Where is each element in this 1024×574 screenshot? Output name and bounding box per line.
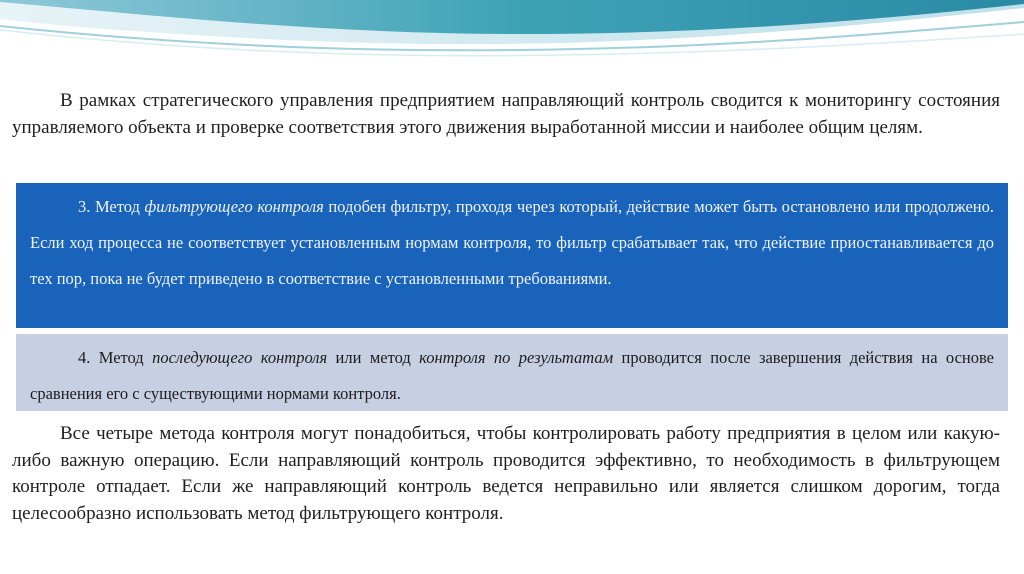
subsequent-control-box: [16, 334, 1008, 411]
box4-emphasis2: контроля по результатам: [419, 348, 614, 367]
box4-emphasis1: последующего контроля: [152, 348, 328, 367]
box4-middle: или метод: [327, 348, 420, 367]
filter-control-box: [16, 183, 1008, 328]
conclusion-paragraph: Все четыре метода контроля могут понадобиться, чтобы контролировать работу предприятия в целом или какую-либо важную операцию. Если направляющий контроль проводится эффективно, то необходимость в фильтрующем контроле отпадает. Если же направляющий контроль ведется неправильно или является слишком дорогим, тогда целесообразно использовать метод фильтрующего контроля.: [12, 423, 1000, 524]
decorative-wave-header: [0, 0, 1024, 70]
box3-emphasis: фильтрующего контроля: [144, 197, 324, 216]
intro-paragraph: В рамках стратегического управления предприятием направляющий контроль сводится к мониторингу состояния управляемого объекта и проверке соответствия этого движения выработанной миссии и наиболее общим целям.: [12, 90, 1000, 138]
box3-prefix: 3. Метод: [78, 197, 145, 216]
box4-prefix: 4. Метод: [78, 348, 153, 367]
box3-rest: подобен фильтру, проходя через который, действие может быть остановлено или продолжено. Если ход процесса не соответствует установленным нормам контроля, то фильтр срабатывает так, что действие приостанавливается до тех пор, пока не будет приведено в соответствие с установленными требованиями.: [30, 197, 995, 288]
box4-rest: проводится после завершения действия на основе сравнения его с существующими нормами контроля.: [30, 348, 994, 403]
